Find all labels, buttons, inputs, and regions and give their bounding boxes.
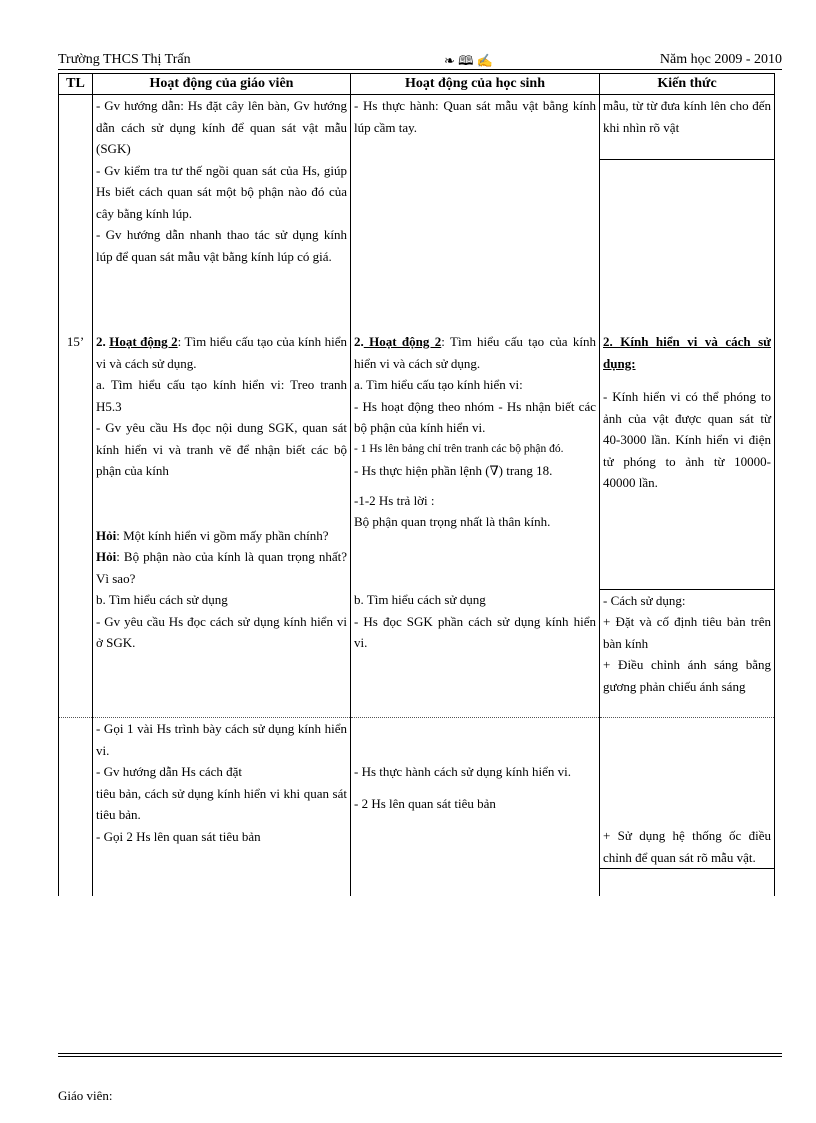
table-row [59,589,775,718]
student-text: - 2 Hs lên quan sát tiêu bản [354,795,496,811]
student-cell [351,95,600,332]
knowledge-text: - Cách sử dụng: [603,592,686,608]
teacher-text: - Gọi 1 vài Hs trình bày cách sử dụng kính hiển vi. [96,721,347,758]
teacher-text: - Gv hướng dẫn nhanh thao tác sử dụng kính lúp để quan sát mẫu vật bằng kính lúp có giá. [96,227,347,264]
student-cell [351,589,600,718]
teacher-text: - Gv yêu cầu Hs đọc nội dung SGK, quan sát kính hiển vi và tranh vẽ để nhận biết các bộ phận của kính [96,420,347,478]
header-rule [58,69,782,70]
footer-rule-2 [58,1056,782,1057]
footer-teacher: Giáo viên: [58,1088,113,1103]
student-text: - 1 Hs lên bảng chỉ trên tranh các bộ phận đó. [354,442,564,455]
knowledge-text: + Sử dụng hệ thống ốc điều chỉnh để quan sát rõ mẫu vật. [600,825,774,869]
knowledge-cell [600,589,775,718]
student-text: - Hs thực hành cách sử dụng kính hiển vi. [354,764,571,779]
table-row [59,95,775,332]
student-text: -1-2 Hs trả lời : [354,492,435,508]
page-header [58,52,782,70]
teacher-text: b. Tìm hiểu cách sử dụng [96,592,228,607]
activity-heading: 2. Hoạt động 2: Tìm hiểu cấu tạo của kính hiển vi và cách sử dụng. [96,334,348,371]
teacher-cell [93,95,351,332]
activity-heading: 2. Hoạt động 2: Tìm hiểu cấu tạo của kính hiển vi và cách sử dụng. [354,334,596,371]
time-cell: 15’ [59,331,93,589]
knowledge-text: + Đặt và cố định tiêu bản trên bàn kính [603,614,771,651]
col-header-teacher: Hoạt động của giáo viên [93,74,351,95]
col-header-student: Hoạt động của học sinh [351,74,600,95]
teacher-text: - Gv hướng dẫn: Hs đặt cây lên bàn, Gv hướng dẫn cách sử dụng kính để quan sát vật mẫu (SGK) [96,98,347,156]
student-text: a. Tìm hiểu cấu tạo kính hiển vi: [354,377,523,392]
knowledge-text: - Kính hiển vi có thể phóng to ảnh của vật được quan sát từ 40-3000 lần. Kính hiển vi điện tử phóng to ảnh từ 10000-40000 lần. [603,389,771,490]
time-cell [59,718,93,897]
time-cell [59,589,93,718]
student-text: - Hs thực hiện phần lệnh (∇) trang 18. [354,463,553,478]
table-row [59,718,775,897]
teacher-cell [93,589,351,718]
student-cell [351,718,600,897]
student-text: - Hs hoạt động theo nhóm - Hs nhận biết các bộ phận của kính hiển vi. [354,398,596,435]
footer-rule [58,1053,782,1054]
student-text: b. Tìm hiểu cách sử dụng [354,592,486,607]
teacher-text: - Gv yêu cầu Hs đọc cách sử dụng kính hiển vi ở SGK. [96,613,347,650]
question: Hỏi: Một kính hiển vi gồm mấy phần chính? [96,527,329,543]
student-text: - Hs đọc SGK phần cách sử dụng kính hiển vi. [354,613,596,650]
time-cell [59,95,93,332]
teacher-text: - Gv hướng dẫn Hs cách đặt [96,764,243,779]
teacher-text: - Gọi 2 Hs lên quan sát tiêu bản [96,828,261,844]
knowledge-heading: 2. Kính hiển vi và cách sử dụng: [603,334,771,371]
student-cell [351,331,600,589]
knowledge-cell [600,718,775,897]
knowledge-text: mẫu, từ từ đưa kính lên cho đến khi nhìn rõ vật [600,95,774,160]
school-name: Trường THCS Thị Trấn [58,52,191,67]
knowledge-cell [600,331,775,589]
teacher-text: tiêu bản, cách sử dụng kính hiển vi khi quan sát tiêu bản. [96,785,347,822]
table-row [59,331,775,589]
student-text: Bộ phận quan trọng nhất là thân kính. [354,514,551,529]
teacher-text: a. Tìm hiểu cấu tạo kính hiển vi: Treo tranh H5.3 [96,377,347,414]
knowledge-cell [600,95,775,332]
teacher-cell [93,331,351,589]
lesson-table [58,73,775,896]
knowledge-text: + Điều chỉnh ánh sáng bằng gương phản chiếu ánh sáng [603,657,771,694]
teacher-text: - Gv kiểm tra tư thế ngồi quan sát của Hs, giúp Hs biết cách quan sát một bộ phận nào đó của cây bằng kính lúp. [96,162,347,221]
col-header-tl: TL [59,74,93,95]
header-ornament: ❧ 🕮 ✍ [444,53,493,68]
teacher-cell [93,718,351,897]
col-header-knowledge: Kiến thức [600,74,775,95]
question: Hỏi: Bộ phận nào của kính là quan trọng nhất? Vì sao? [96,549,347,586]
school-year: Năm học 2009 - 2010 [659,52,782,67]
table-header-row [59,74,775,95]
student-text: - Hs thực hành: Quan sát mẫu vật bằng kính lúp cầm tay. [354,98,596,135]
